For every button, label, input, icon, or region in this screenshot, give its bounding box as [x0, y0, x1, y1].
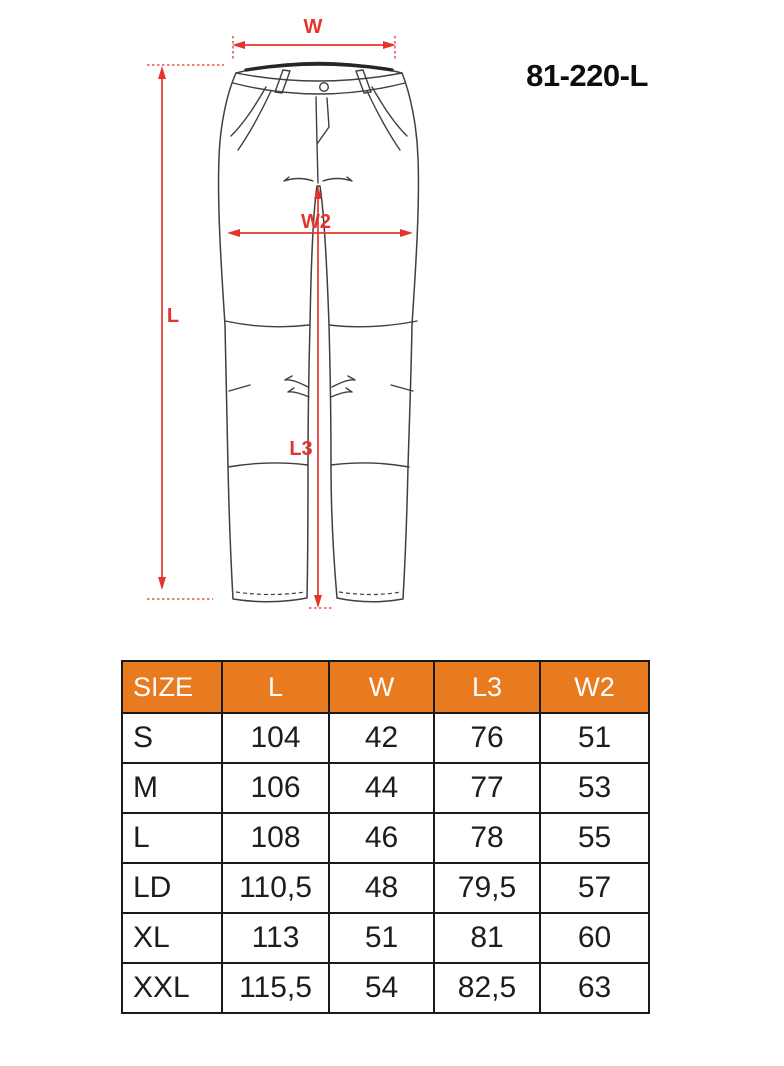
size-table	[121, 660, 650, 1014]
table-cell: 53	[540, 763, 649, 813]
table-cell: 55	[540, 813, 649, 863]
table-cell: 82,5	[434, 963, 540, 1013]
dimension-l-arrowhead-bottom	[158, 577, 166, 590]
table-cell: 108	[222, 813, 329, 863]
table-cell: 54	[329, 963, 434, 1013]
table-cell: 76	[434, 713, 540, 763]
table-cell: 81	[434, 913, 540, 963]
size-label: M	[122, 763, 222, 813]
dimension-w-extension-lines	[233, 36, 395, 59]
table-cell: 79,5	[434, 863, 540, 913]
size-label: LD	[122, 863, 222, 913]
dimension-w2-label: W2	[301, 211, 331, 233]
table-row	[122, 713, 649, 763]
dimension-w-arrowhead-right	[383, 41, 396, 49]
dimension-l3-arrowhead-bottom	[314, 595, 322, 608]
table-cell: 44	[329, 763, 434, 813]
size-label: S	[122, 713, 222, 763]
product-code: 81-220-L	[526, 58, 648, 93]
table-cell: 110,5	[222, 863, 329, 913]
column-header-l3: L3	[434, 661, 540, 713]
table-cell: 113	[222, 913, 329, 963]
dimension-w	[232, 36, 396, 59]
table-cell: 78	[434, 813, 540, 863]
dimension-l-arrowhead-top	[158, 66, 166, 79]
table-cell: 57	[540, 863, 649, 913]
column-header-w2: W2	[540, 661, 649, 713]
size-table-header	[122, 661, 649, 713]
table-header-row	[122, 661, 649, 713]
size-table-body	[122, 713, 649, 1013]
table-cell: 48	[329, 863, 434, 913]
table-cell: 115,5	[222, 963, 329, 1013]
table-cell: 51	[329, 913, 434, 963]
column-header-w: W	[329, 661, 434, 713]
table-cell: 46	[329, 813, 434, 863]
table-row	[122, 913, 649, 963]
dimension-l	[147, 65, 224, 599]
table-cell: 104	[222, 713, 329, 763]
table-row	[122, 963, 649, 1013]
dimension-w-label: W	[303, 16, 323, 38]
table-cell: 77	[434, 763, 540, 813]
table-row	[122, 813, 649, 863]
size-label: L	[122, 813, 222, 863]
column-header-size: SIZE	[122, 661, 222, 713]
dimension-l3-label: L3	[289, 438, 313, 460]
table-cell: 60	[540, 913, 649, 963]
table-cell: 106	[222, 763, 329, 813]
column-header-l: L	[222, 661, 329, 713]
size-label: XXL	[122, 963, 222, 1013]
dimension-l-label: L	[166, 305, 180, 327]
size-label: XL	[122, 913, 222, 963]
dimension-l-extension-lines	[147, 65, 224, 599]
table-row	[122, 863, 649, 913]
table-cell: 51	[540, 713, 649, 763]
dimension-w-arrowhead-left	[232, 41, 245, 49]
table-row	[122, 763, 649, 813]
table-cell: 42	[329, 713, 434, 763]
table-cell: 63	[540, 963, 649, 1013]
